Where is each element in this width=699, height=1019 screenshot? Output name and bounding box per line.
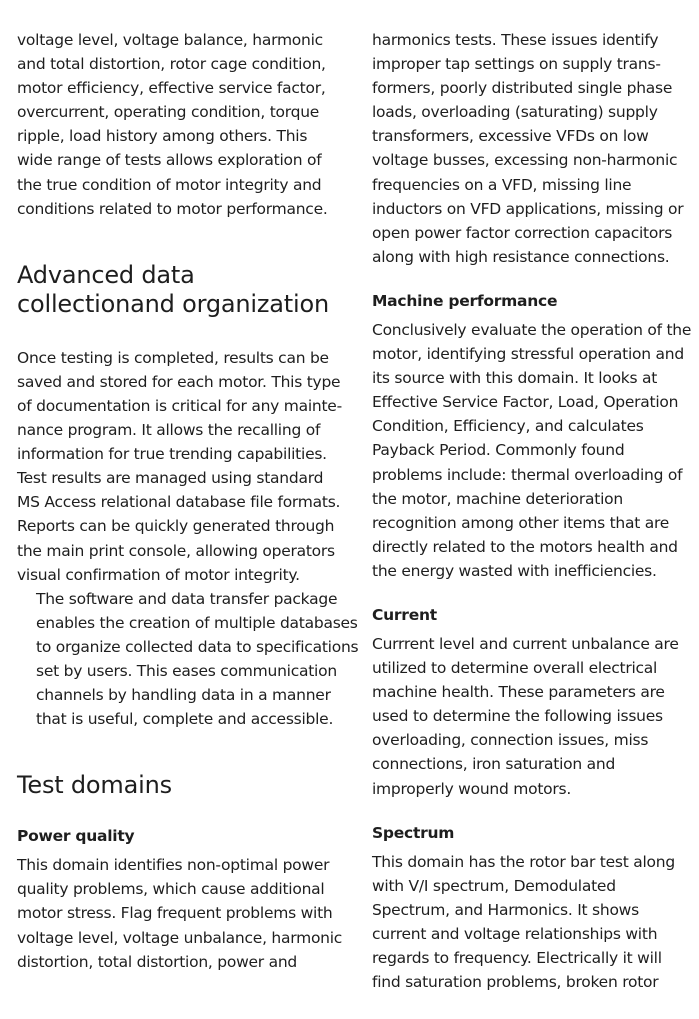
text-line: harmonics tests. These issues identify: [372, 31, 659, 49]
text-line: utilized to determine overall electrical: [372, 659, 658, 678]
text-line: current and voltage relationships with: [372, 924, 658, 943]
current-title: Current: [372, 605, 437, 624]
text-line: information for true trending capabilities.: [17, 445, 327, 464]
text-line: its source with this domain. It looks at: [372, 369, 658, 388]
text-line: The software and data transfer package: [36, 589, 338, 608]
text-line: channels by handling data in a manner: [36, 686, 331, 705]
text-line: that is useful, complete and accessible.: [36, 710, 334, 729]
text-line: This domain identifies non-optimal power: [17, 856, 330, 875]
text-line: the motor, machine deterioration: [372, 489, 623, 508]
text-line: Currrent level and current unbalance are: [372, 634, 679, 653]
text-line: machine health. These parameters are: [372, 683, 665, 702]
text-line: wide range of tests allows exploration of: [17, 151, 322, 170]
text-line: set by users. This eases communication: [36, 661, 337, 680]
text-line: to organize collected data to specifications: [36, 637, 359, 656]
text-line: directly related to the motors health and: [372, 537, 678, 556]
text-line: of documentation is critical for any mainte-: [17, 396, 342, 415]
text-line: with V/I spectrum, Demodulated: [372, 876, 616, 895]
spectrum-paragraph: [372, 850, 698, 995]
right-column: [372, 28, 698, 994]
text-line: improperly wound motors.: [372, 779, 572, 798]
spectrum-title: Spectrum: [372, 823, 455, 842]
test-domains-heading: Test domains: [17, 771, 172, 800]
text-line: Conclusively evaluate the operation of the: [372, 320, 692, 339]
text-line: the energy wasted with inefficiencies.: [372, 561, 657, 580]
text-line: voltage level, voltage unbalance, harmonic: [17, 928, 343, 947]
current-paragraph: [372, 632, 698, 801]
text-line: MS Access relational database file formats.: [17, 493, 341, 512]
machine-performance-paragraph: [372, 318, 698, 583]
text-line: the true condition of motor integrity and: [17, 175, 322, 194]
text-line: saved and stored for each motor. This type: [17, 372, 341, 391]
text-line: motor, identifying stressful operation and: [372, 345, 684, 364]
text-line: Reports can be quickly generated through: [17, 517, 335, 536]
text-line: Once testing is completed, results can be: [17, 348, 329, 367]
text-line: Advanced data collection: [17, 260, 195, 318]
text-line: voltage level, voltage balance, harmonic: [17, 31, 323, 49]
text-line: ripple, load history among others. This: [17, 127, 308, 146]
text-line: voltage busses, excessing non-harmonic: [372, 151, 678, 170]
software-package-paragraph: [17, 587, 359, 732]
text-line: along with high resistance connections.: [372, 247, 670, 266]
text-line: inductors on VFD applications, missing or: [372, 199, 684, 218]
text-line: overcurrent, operating condition, torque: [17, 103, 320, 122]
text-line: the main print console, allowing operators: [17, 541, 335, 560]
text-line: and organization: [130, 289, 329, 318]
text-line: Spectrum, and Harmonics. It shows: [372, 900, 639, 919]
text-line: formers, poorly distributed single phase: [372, 79, 673, 98]
text-line: quality problems, which cause additional: [17, 880, 325, 899]
text-line: Payback Period. Commonly found: [372, 441, 625, 460]
text-line: visual confirmation of motor integrity.: [17, 565, 300, 584]
text-line: recognition among other items that are: [372, 513, 670, 532]
text-line: overloading, connection issues, miss: [372, 731, 649, 750]
power-quality-continued-paragraph: [372, 28, 698, 269]
power-quality-title: Power quality: [17, 827, 135, 846]
text-line: frequencies on a VFD, missing line: [372, 175, 632, 194]
text-line: motor stress. Flag frequent problems with: [17, 904, 333, 923]
text-line: Condition, Efficiency, and calculates: [372, 417, 644, 436]
text-line: conditions related to motor performance.: [17, 199, 328, 218]
text-line: problems include: thermal overloading of: [372, 465, 683, 484]
text-line: connections, iron saturation and: [372, 755, 616, 774]
left-column: [17, 28, 359, 974]
text-line: Test results are managed using standard: [17, 469, 324, 488]
text-line: find saturation problems, broken rotor: [372, 973, 659, 992]
text-line: loads, overloading (saturating) supply: [372, 103, 658, 122]
text-line: motor efficiency, effective service factor,: [17, 79, 326, 98]
text-line: open power factor correction capacitors: [372, 223, 673, 242]
machine-performance-title: Machine performance: [372, 291, 558, 310]
data-collection-paragraph: [17, 346, 352, 587]
text-line: Effective Service Factor, Load, Operation: [372, 393, 679, 412]
text-line: and total distortion, rotor cage condition,: [17, 55, 326, 74]
text-line: nance program. It allows the recalling of: [17, 421, 321, 440]
intro-paragraph: [17, 28, 352, 221]
power-quality-paragraph: [17, 853, 352, 973]
text-line: enables the creation of multiple databases: [36, 613, 358, 632]
text-line: used to determine the following issues: [372, 707, 663, 726]
text-line: improper tap settings on supply trans-: [372, 55, 661, 74]
text-line: regards to frequency. Electrically it will: [372, 949, 662, 967]
data-collection-heading: [17, 261, 352, 319]
text-line: distortion, total distortion, power and: [17, 952, 298, 971]
text-line: transformers, excessive VFDs on low: [372, 127, 649, 146]
text-line: This domain has the rotor bar test along: [372, 852, 675, 871]
